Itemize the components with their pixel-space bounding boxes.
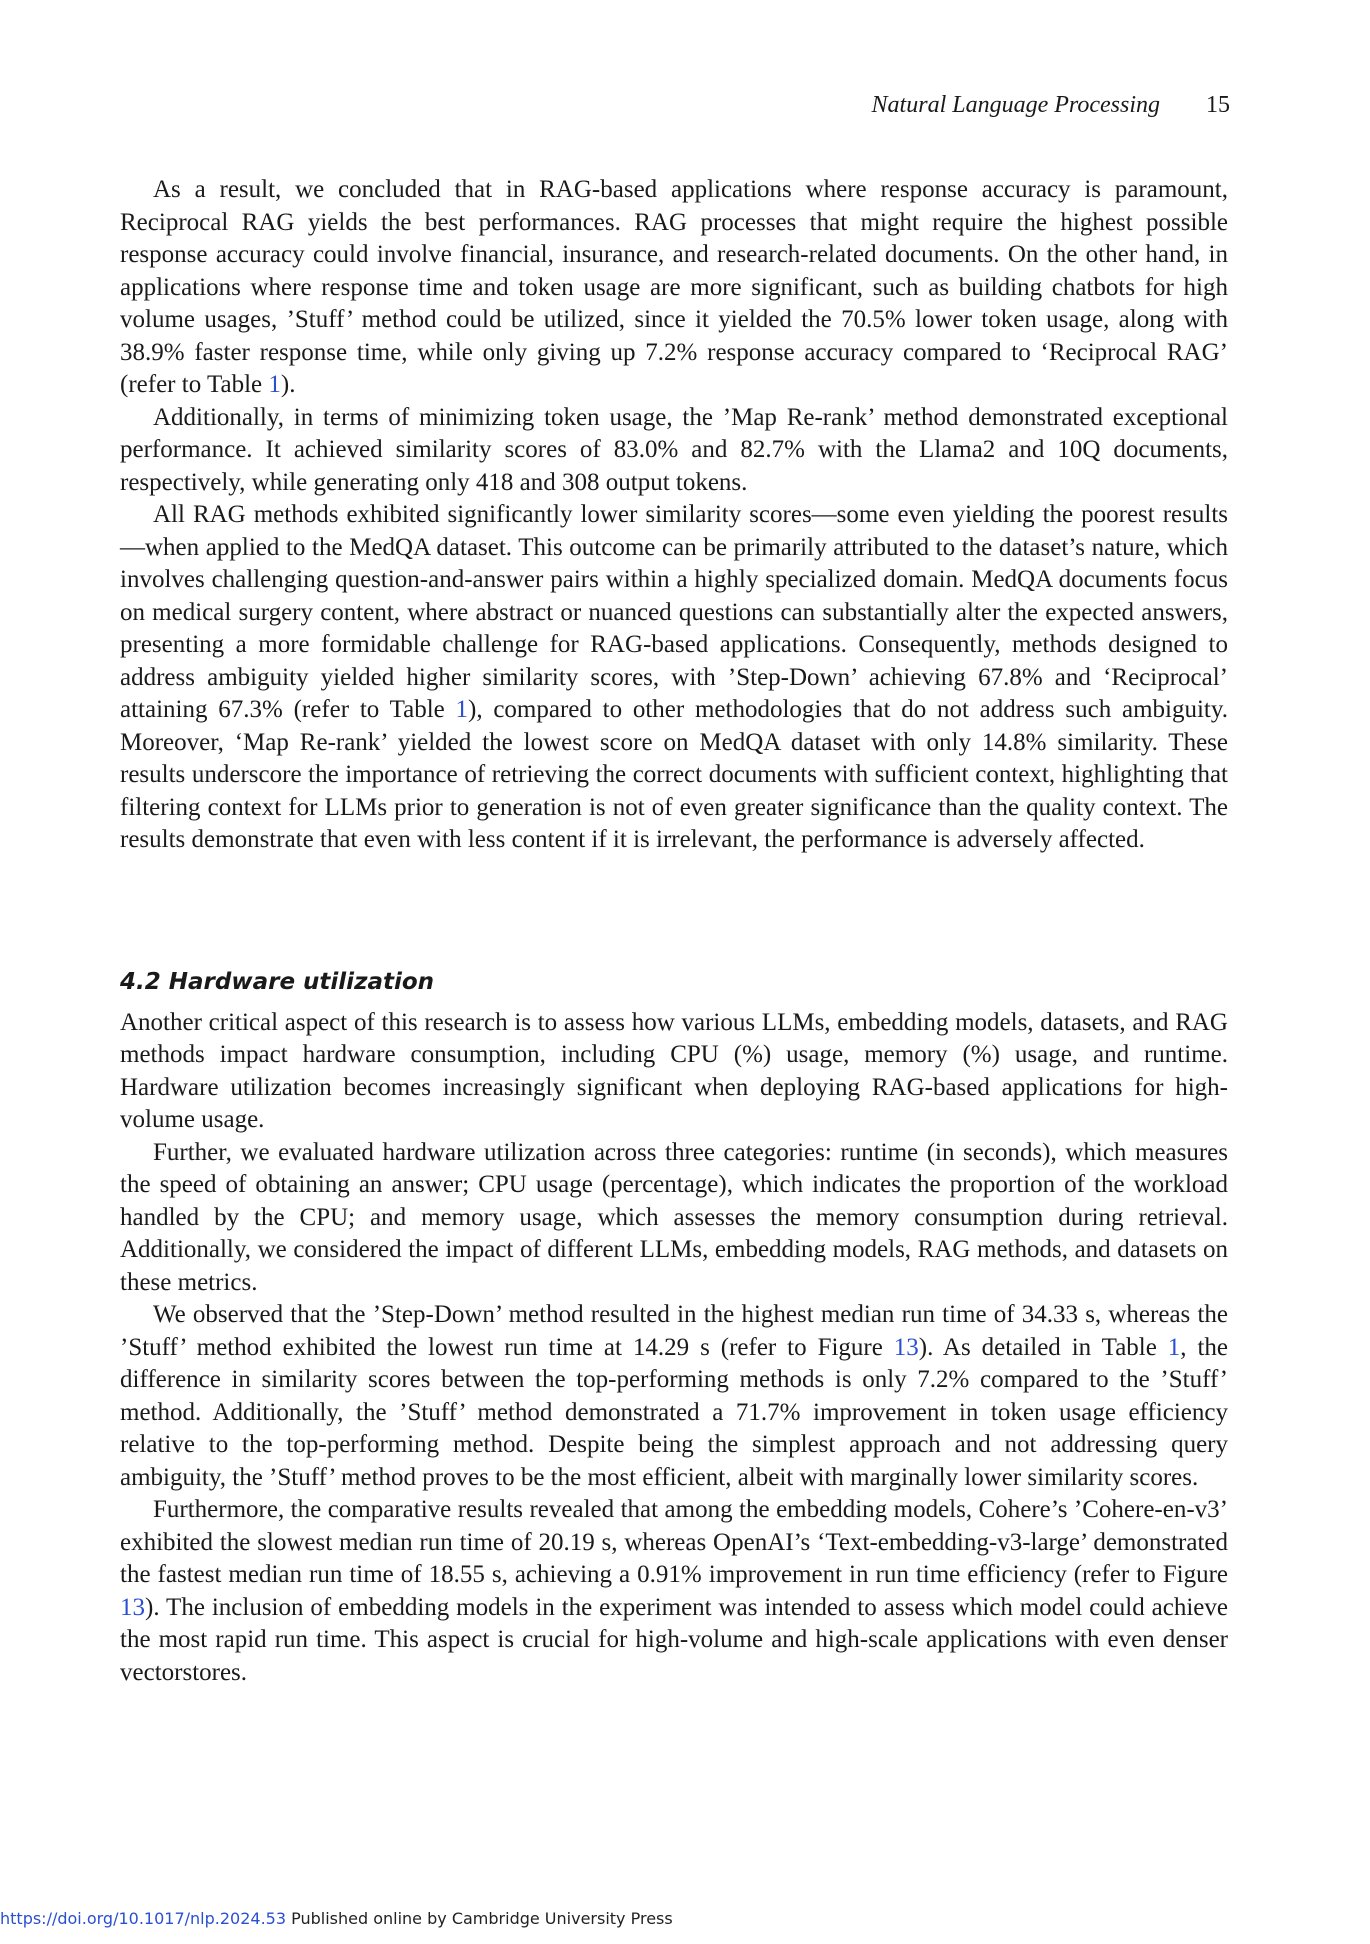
section-heading: 4.2 Hardware utilization [120, 968, 435, 995]
page-number: 15 [1206, 92, 1230, 118]
running-header [872, 92, 1230, 119]
table-reference-link[interactable]: 1 [1167, 1333, 1181, 1361]
paragraph: Further, we evaluated hardware utilization across three categories: runtime (in seconds), which measures the speed of obtaining an answer; CPU usage (percentage), which indicates the proportion of the workload handled by the CPU; and memory usage, which assesses the memory consumption during retrieval. Additionally, we considered the impact of different LLMs, embedding models, RAG methods, and datasets on these metrics. [120, 1138, 1228, 1296]
paragraph: Furthermore, the comparative results revealed that among the embedding models, Cohere’s ’Cohere-en-v3’ exhibited the slowest median run time of 20.19 s, whereas OpenAI’s ‘Text-embedding-v3-large’ demonstrated the fastest median run time of 18.55 s, achieving a 0.91% improvement in run time efficiency (refer to Figure 13). The inclusion of embedding models in the experiment was intended to assess which model could achieve the most rapid run time. This aspect is crucial for high-volume and high-scale applications with even denser vectorstores. [120, 1496, 1228, 1686]
page-footer [0, 1909, 673, 1928]
table-reference-link[interactable]: 1 [455, 696, 468, 723]
figure-reference-link[interactable]: 13 [893, 1333, 919, 1361]
paragraph: All RAG methods exhibited significantly lower similarity scores—some even yielding the poorest results—when applied to the MedQA dataset. This outcome can be primarily attributed to the dataset’s nature, which involves challenging question-and-answer pairs within a highly specialized domain. MedQA documents focus on medical surgery content, where abstract or nuanced questions can substantially alter the expected answers, presenting a more formidable challenge for RAG-based applications. Consequently, methods designed to address ambiguity yielded higher similarity scores, with ’Step-Down’ achieving 67.8% and ‘Reciprocal’ attaining 67.3% (refer to Table 1), compared to other methodologies that do not address such ambiguity. Moreover, ‘Map Re-rank’ yielded the lowest score on MedQA dataset with only 14.8% similarity. These results underscore the importance of retrieving the correct documents with sufficient context, highlighting that filtering context for LLMs prior to generation is not of even greater significance than the quality context. The results demonstrate that even with less content if it is irrelevant, the performance is adversely affected. [120, 501, 1228, 853]
journal-title: Natural Language Processing [871, 92, 1160, 118]
paragraph: Another critical aspect of this research is to assess how various LLMs, embedding models, datasets, and RAG methods impact hardware consumption, including CPU (%) usage, memory (%) usage, and runtime. Hardware utilization becomes increasingly significant when deploying RAG-based applications for high-volume usage. [120, 1008, 1228, 1133]
paragraph: We observed that the ’Step-Down’ method resulted in the highest median run time of 34.33 s, whereas the ’Stuff’ method exhibited the lowest run time at 14.29 s (refer to Figure 13). As detailed in Table 1, the difference in similarity scores between the top-performing methods is only 7.2% compared to the ’Stuff’ method. Additionally, the ’Stuff’ method demonstrated a 71.7% improvement in token usage efficiency relative to the top-performing method. Despite being the simplest approach and not addressing query ambiguity, the ’Stuff’ method proves to be the most efficient, albeit with marginally lower similarity scores. [120, 1301, 1229, 1491]
doi-link[interactable]: https://doi.org/10.1017/nlp.2024.53 [0, 1909, 287, 1928]
publisher-note: Published online by Cambridge University Press [286, 1909, 673, 1928]
paragraph: Additionally, in terms of minimizing token usage, the ’Map Re-rank’ method demonstrated exceptional performance. It achieved similarity scores of 83.0% and 82.7% with the Llama2 and 10Q documents, respectively, while generating only 418 and 308 output tokens. [120, 403, 1228, 496]
table-reference-link[interactable]: 1 [268, 371, 281, 398]
paragraph: As a result, we concluded that in RAG-based applications where response accuracy is paramount, Reciprocal RAG yields the best performances. RAG processes that might require the highest possible response accuracy could involve financial, insurance, and research-related documents. On the other hand, in applications where response time and token usage are more significant, such as building chatbots for high volume usages, ’Stuff’ method could be utilized, since it yielded the 70.5% lower token usage, along with 38.9% faster response time, while only giving up 7.2% response accuracy compared to ‘Reciprocal RAG’ (refer to Table 1). [120, 176, 1228, 398]
figure-reference-link[interactable]: 13 [120, 1593, 145, 1621]
page-body [120, 174, 1228, 1689]
section-spacer [120, 857, 1228, 967]
